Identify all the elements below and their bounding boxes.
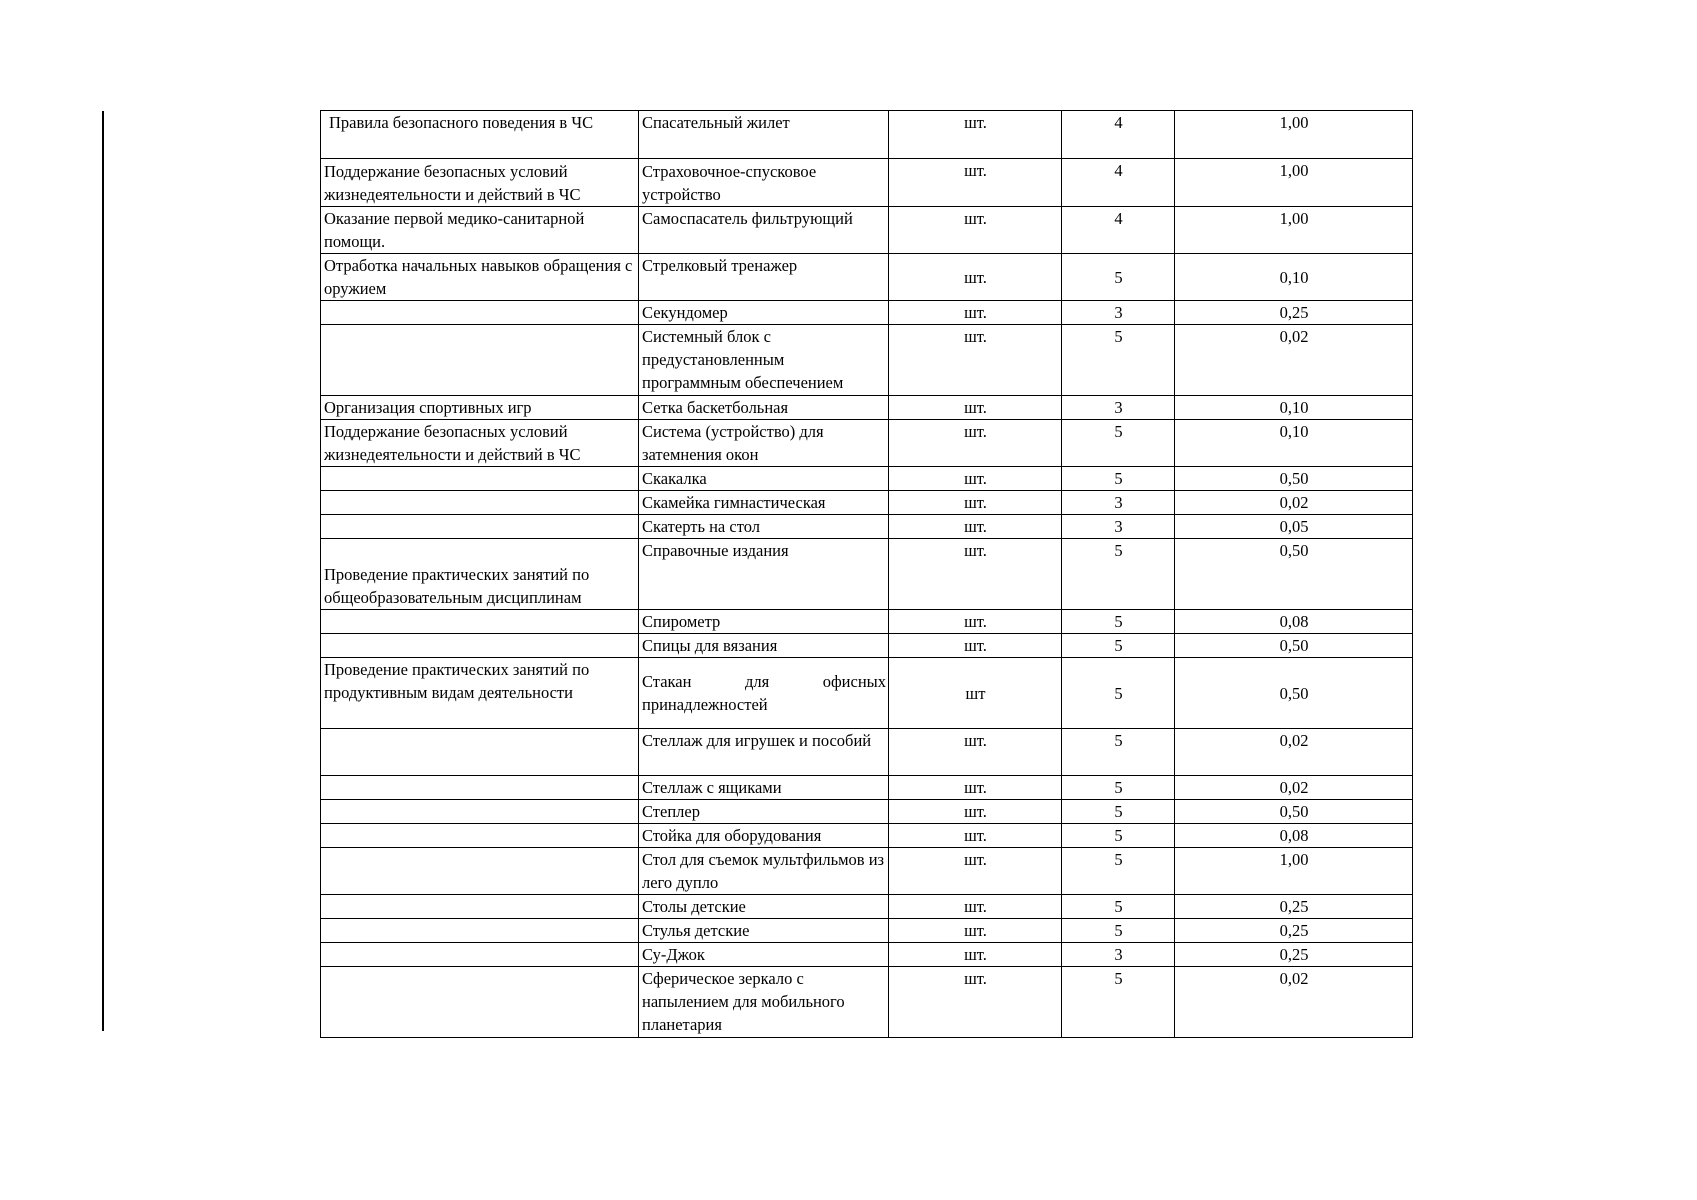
norm-cell: 1,00 [1175, 111, 1413, 159]
activity-cell [321, 776, 639, 800]
activity-text: Правила безопасного поведения в ЧС [329, 113, 594, 132]
norm-cell: 0,25 [1175, 301, 1413, 325]
unit-cell: шт. [889, 301, 1062, 325]
norm-cell: 0,50 [1175, 800, 1413, 824]
norm-cell: 0,02 [1175, 776, 1413, 800]
activity-cell: Отработка начальных навыков обращения с оружием [321, 254, 639, 301]
norm-cell: 0,05 [1175, 515, 1413, 539]
qty-cell: 5 [1062, 634, 1175, 658]
qty-cell: 4 [1062, 111, 1175, 159]
item-cell: Степлер [639, 800, 889, 824]
unit-cell: шт. [889, 111, 1062, 159]
activity-cell [321, 111, 639, 159]
table-row [321, 634, 1413, 658]
item-cell: Спицы для вязания [639, 634, 889, 658]
table-row [321, 111, 1413, 159]
item-cell: Стрелковый тренажер [639, 254, 889, 301]
item-cell: Сферическое зеркало с напылением для мобильного планетария [639, 967, 889, 1038]
item-text-line-2: принадлежностей [642, 695, 768, 714]
activity-cell: Поддержание безопасных условий жизнедеятельности и действий в ЧС [321, 159, 639, 207]
activity-cell [321, 610, 639, 634]
unit-cell: шт. [889, 729, 1062, 776]
item-cell: Стеллаж для игрушек и пособий [639, 729, 889, 776]
unit-cell: шт. [889, 895, 1062, 919]
table-row [321, 467, 1413, 491]
norm-cell: 0,25 [1175, 895, 1413, 919]
table-row [321, 610, 1413, 634]
item-cell: Страховочное-спусковое устройство [639, 159, 889, 207]
unit-cell: шт. [889, 610, 1062, 634]
table-row [321, 301, 1413, 325]
norm-cell: 0,08 [1175, 824, 1413, 848]
qty-cell: 5 [1062, 967, 1175, 1038]
table-row [321, 420, 1413, 467]
norm-cell: 0,02 [1175, 967, 1413, 1038]
activity-cell [321, 467, 639, 491]
qty-cell: 4 [1062, 159, 1175, 207]
activity-cell [321, 491, 639, 515]
unit-cell: шт. [889, 420, 1062, 467]
qty-cell: 3 [1062, 515, 1175, 539]
norm-cell: 0,25 [1175, 943, 1413, 967]
activity-cell [321, 515, 639, 539]
qty-cell: 3 [1062, 491, 1175, 515]
item-text-line-1: Стакан для офисных [642, 672, 886, 691]
table-row [321, 396, 1413, 420]
norm-cell: 0,10 [1175, 254, 1413, 301]
unit-cell: шт. [889, 515, 1062, 539]
qty-cell: 5 [1062, 467, 1175, 491]
unit-cell: шт. [889, 800, 1062, 824]
table-row [321, 800, 1413, 824]
unit-cell: шт. [889, 467, 1062, 491]
activity-cell [321, 895, 639, 919]
table-row [321, 895, 1413, 919]
item-cell: Справочные издания [639, 539, 889, 610]
norm-cell: 1,00 [1175, 848, 1413, 895]
norm-cell: 0,50 [1175, 539, 1413, 610]
table-row [321, 824, 1413, 848]
table-row [321, 159, 1413, 207]
item-cell: Спасательный жилет [639, 111, 889, 159]
unit-cell: шт. [889, 967, 1062, 1038]
activity-cell: Оказание первой медико-санитарной помощи. [321, 207, 639, 254]
table-row [321, 325, 1413, 396]
activity-cell: Проведение практических занятий по продуктивным видам деятельности [321, 658, 639, 729]
qty-cell: 5 [1062, 420, 1175, 467]
equipment-table [320, 110, 1413, 1038]
item-cell: Спирометр [639, 610, 889, 634]
qty-cell: 5 [1062, 729, 1175, 776]
unit-cell: шт [889, 658, 1062, 729]
qty-cell: 5 [1062, 824, 1175, 848]
item-cell: Стол для съемок мультфильмов из лего дупло [639, 848, 889, 895]
unit-cell: шт. [889, 491, 1062, 515]
activity-cell [321, 634, 639, 658]
item-cell: Скамейка гимнастическая [639, 491, 889, 515]
norm-cell: 0,25 [1175, 919, 1413, 943]
norm-cell: 0,02 [1175, 325, 1413, 396]
activity-cell: Проведение практических занятий по общеобразовательным дисциплинам [321, 539, 639, 610]
item-cell: Секундомер [639, 301, 889, 325]
activity-cell: Организация спортивных игр [321, 396, 639, 420]
norm-cell: 0,50 [1175, 467, 1413, 491]
unit-cell: шт. [889, 824, 1062, 848]
table-row [321, 207, 1413, 254]
unit-cell: шт. [889, 919, 1062, 943]
unit-cell: шт. [889, 539, 1062, 610]
qty-cell: 3 [1062, 396, 1175, 420]
qty-cell: 5 [1062, 895, 1175, 919]
unit-cell: шт. [889, 943, 1062, 967]
activity-cell [321, 325, 639, 396]
norm-cell: 0,02 [1175, 491, 1413, 515]
table-row [321, 658, 1413, 729]
qty-cell: 5 [1062, 325, 1175, 396]
norm-cell: 0,10 [1175, 396, 1413, 420]
unit-cell: шт. [889, 848, 1062, 895]
qty-cell: 5 [1062, 919, 1175, 943]
item-cell: Скакалка [639, 467, 889, 491]
qty-cell: 4 [1062, 207, 1175, 254]
table-row [321, 967, 1413, 1038]
activity-cell [321, 848, 639, 895]
activity-cell [321, 729, 639, 776]
qty-cell: 5 [1062, 254, 1175, 301]
norm-cell: 0,02 [1175, 729, 1413, 776]
item-cell: Скатерть на стол [639, 515, 889, 539]
unit-cell: шт. [889, 159, 1062, 207]
unit-cell: шт. [889, 776, 1062, 800]
item-cell: Стойка для оборудования [639, 824, 889, 848]
norm-cell: 0,50 [1175, 658, 1413, 729]
activity-cell [321, 943, 639, 967]
qty-cell: 5 [1062, 610, 1175, 634]
activity-cell [321, 301, 639, 325]
table-row [321, 919, 1413, 943]
activity-cell [321, 919, 639, 943]
qty-cell: 5 [1062, 848, 1175, 895]
unit-cell: шт. [889, 325, 1062, 396]
norm-cell: 1,00 [1175, 159, 1413, 207]
activity-cell [321, 967, 639, 1038]
table-row [321, 729, 1413, 776]
unit-cell: шт. [889, 634, 1062, 658]
table-row [321, 515, 1413, 539]
norm-cell: 1,00 [1175, 207, 1413, 254]
unit-cell: шт. [889, 254, 1062, 301]
qty-cell: 5 [1062, 539, 1175, 610]
item-cell: Система (устройство) для затемнения окон [639, 420, 889, 467]
table-row [321, 776, 1413, 800]
qty-cell: 3 [1062, 301, 1175, 325]
table-row [321, 491, 1413, 515]
item-cell: Су-Джок [639, 943, 889, 967]
norm-cell: 0,50 [1175, 634, 1413, 658]
qty-cell: 5 [1062, 800, 1175, 824]
unit-cell: шт. [889, 207, 1062, 254]
norm-cell: 0,10 [1175, 420, 1413, 467]
unit-cell: шт. [889, 396, 1062, 420]
qty-cell: 5 [1062, 658, 1175, 729]
table-row [321, 539, 1413, 610]
table-row [321, 943, 1413, 967]
item-cell: Самоспасатель фильтрующий [639, 207, 889, 254]
norm-cell: 0,08 [1175, 610, 1413, 634]
item-cell [639, 658, 889, 729]
qty-cell: 5 [1062, 776, 1175, 800]
page-margin-line [102, 111, 104, 1031]
activity-cell: Поддержание безопасных условий жизнедеятельности и действий в ЧС [321, 420, 639, 467]
qty-cell: 3 [1062, 943, 1175, 967]
item-cell: Системный блок с предустановленным программным обеспечением [639, 325, 889, 396]
item-cell: Стулья детские [639, 919, 889, 943]
item-cell: Сетка баскетбольная [639, 396, 889, 420]
activity-cell [321, 800, 639, 824]
activity-cell [321, 824, 639, 848]
table-row [321, 848, 1413, 895]
item-cell: Стеллаж с ящиками [639, 776, 889, 800]
item-cell: Столы детские [639, 895, 889, 919]
table-row [321, 254, 1413, 301]
